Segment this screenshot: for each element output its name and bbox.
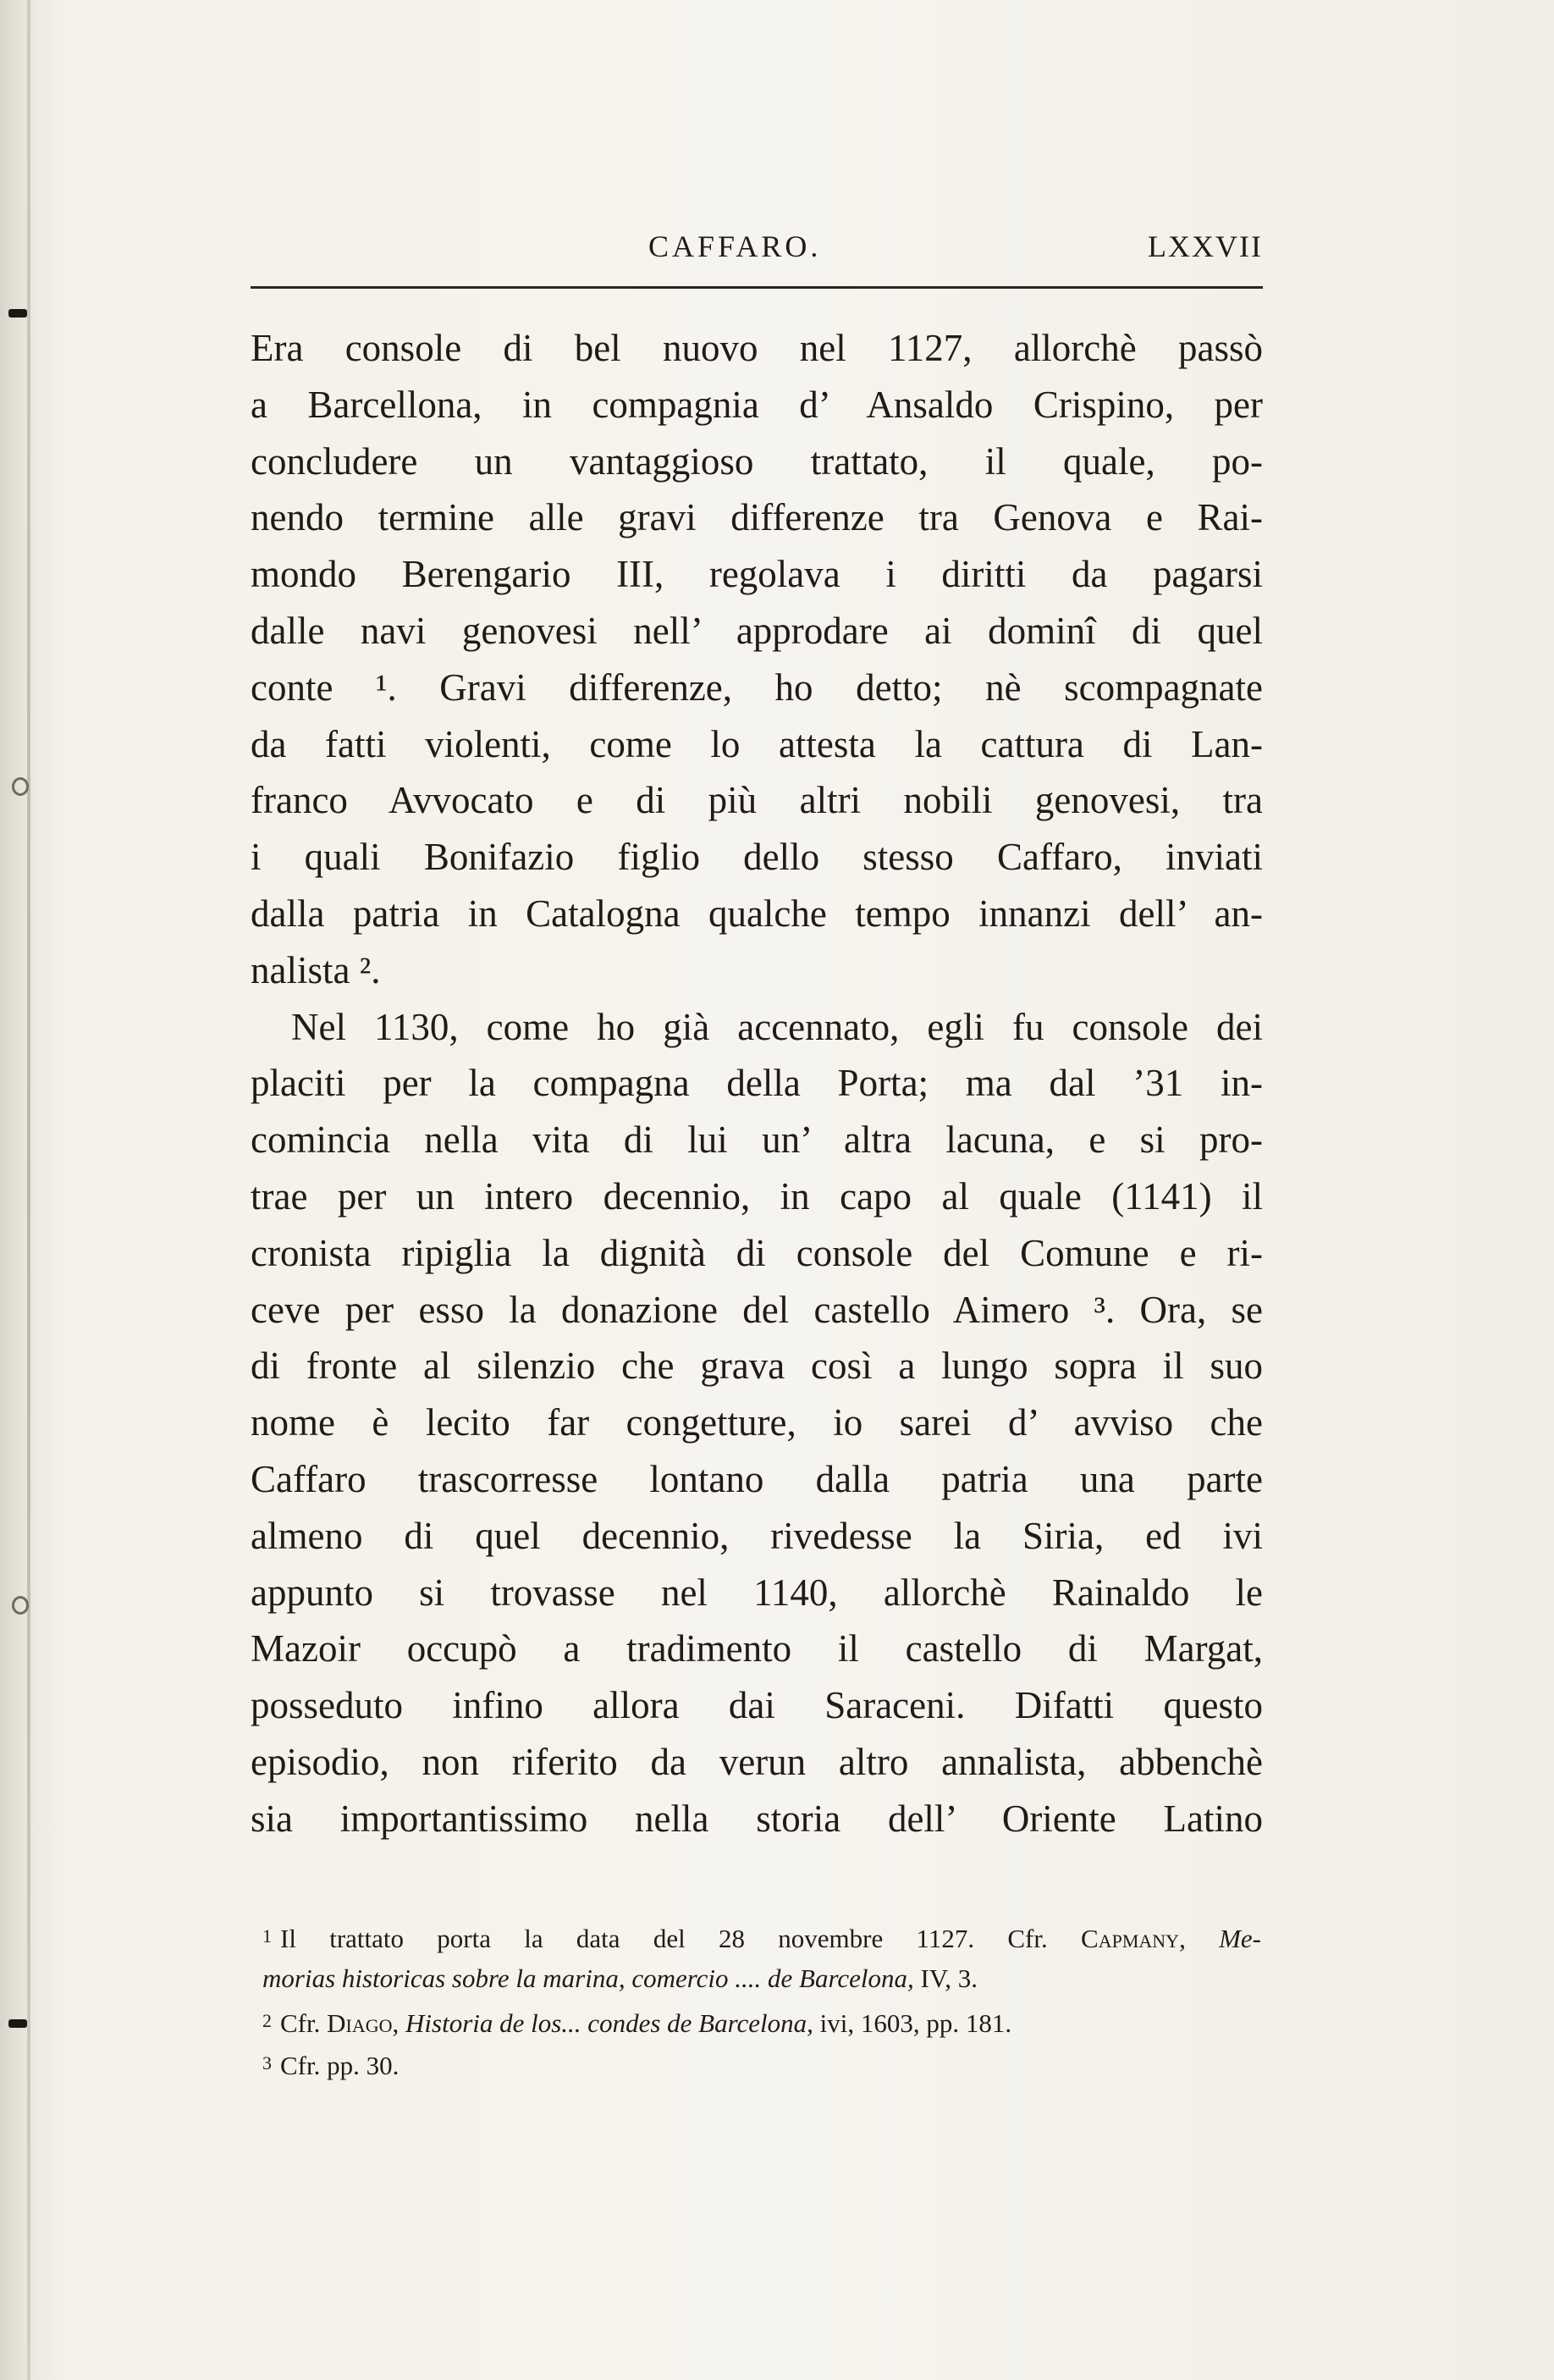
text-line: concludere un vantaggioso trattato, il quale, po- (251, 439, 1263, 483)
footnote-title: morias historicas sobre la marina, comercio .... de Barcelona, (262, 1963, 914, 1993)
text-line: ceve per esso la donazione del castello Aimero ³. Ora, se (251, 1288, 1263, 1331)
text-line: da fatti violenti, come lo attesta la cattura di Lan- (251, 722, 1263, 765)
text-line: cronista ripiglia la dignità di console del Comune e ri- (251, 1231, 1263, 1274)
footnote-number: 3 (262, 2052, 272, 2074)
footnote-separator: , (392, 2008, 406, 2038)
footnote-separator: , (1179, 1924, 1220, 1953)
header-rule (251, 286, 1263, 289)
binding-stitch (8, 309, 27, 318)
text-line: conte ¹. Gravi differenze, ho detto; nè scompagnate (251, 665, 1263, 709)
text-line: nalista ². (251, 948, 381, 991)
running-title: CAFFARO. (648, 229, 822, 263)
text-line: franco Avvocato e di più altri nobili genovesi, tra (251, 779, 1263, 822)
footnote-text: IV, 3. (913, 1963, 978, 1993)
page-header (251, 222, 1263, 269)
text-line: nendo termine alle gravi differenze tra Genova e Rai- (251, 496, 1263, 539)
text-line: Mazoir occupò a tradimento il castello di Margat, (251, 1627, 1263, 1670)
binding-hole (12, 777, 29, 796)
text-line: comincia nella vita di lui un’ altra lacuna, e si pro- (251, 1118, 1263, 1162)
footnote-title: Me- (1219, 1924, 1261, 1953)
text-line: dalle navi genovesi nell’ approdare ai dominî di quel (251, 609, 1263, 652)
binding-gutter (27, 0, 30, 2380)
footnote-number: 1 (262, 1925, 272, 1947)
page-number: LXXVII (1148, 229, 1263, 263)
text-line: dalla patria in Catalogna qualche tempo innanzi dell’ an- (251, 892, 1263, 935)
text-line: Nel 1130, come ho già accennato, egli fu console dei (291, 1005, 1263, 1048)
text-line: nome è lecito far congetture, io sarei d’ avviso che (251, 1401, 1263, 1444)
footnote-text: Il trattato porta la data del 28 novembre 1127. Cfr. (280, 1924, 1082, 1953)
text-line: i quali Bonifazio figlio dello stesso Caffaro, inviati (251, 836, 1263, 879)
footnote-1-continued (262, 1958, 1275, 2000)
footnote-author: Capmany (1081, 1924, 1180, 1953)
text-line: mondo Berengario III, regolava i diritti da pagarsi (251, 553, 1263, 596)
text-line: sia importantissimo nella storia dell’ Oriente Latino (251, 1797, 1263, 1840)
text-line: episodio, non riferito da verun altro annalista, abbenchè (251, 1740, 1263, 1783)
footnote-title: Historia de los... condes de Barcelona, (405, 2008, 813, 2038)
footnote-3 (262, 2042, 1275, 2085)
footnote-number: 2 (262, 2010, 272, 2031)
text-line: placiti per la compagna della Porta; ma dal ’31 in- (251, 1062, 1263, 1105)
text-line: almeno di quel decennio, rivedesse la Siria, ed ivi (251, 1514, 1263, 1557)
footnote-1 (262, 1915, 1261, 1958)
footnote-2 (262, 2000, 1275, 2042)
text-line: a Barcellona, in compagnia d’ Ansaldo Crispino, per (251, 383, 1263, 426)
text-line: posseduto infino allora dai Saraceni. Difatti questo (251, 1684, 1263, 1727)
text-line: trae per un intero decennio, in capo al quale (1141) il (251, 1174, 1263, 1218)
binding-hole (12, 1596, 29, 1615)
footnote-author: Diago (327, 2008, 393, 2038)
text-line: Caffaro trascorresse lontano dalla patria una parte (251, 1457, 1263, 1500)
binding-stitch (8, 2019, 27, 2028)
text-line: appunto si trovasse nel 1140, allorchè Rainaldo le (251, 1571, 1263, 1614)
text-line: di fronte al silenzio che grava così a lungo sopra il suo (251, 1345, 1263, 1388)
text-line: Era console di bel nuovo nel 1127, allorchè passò (251, 327, 1263, 369)
body-text (251, 320, 1263, 1847)
footnote-text: ivi, 1603, pp. 181. (813, 2008, 1012, 2038)
footnote-text: Cfr. pp. 30. (280, 2051, 400, 2080)
footnotes (262, 1915, 1275, 2085)
footnote-text: Cfr. (280, 2008, 328, 2038)
